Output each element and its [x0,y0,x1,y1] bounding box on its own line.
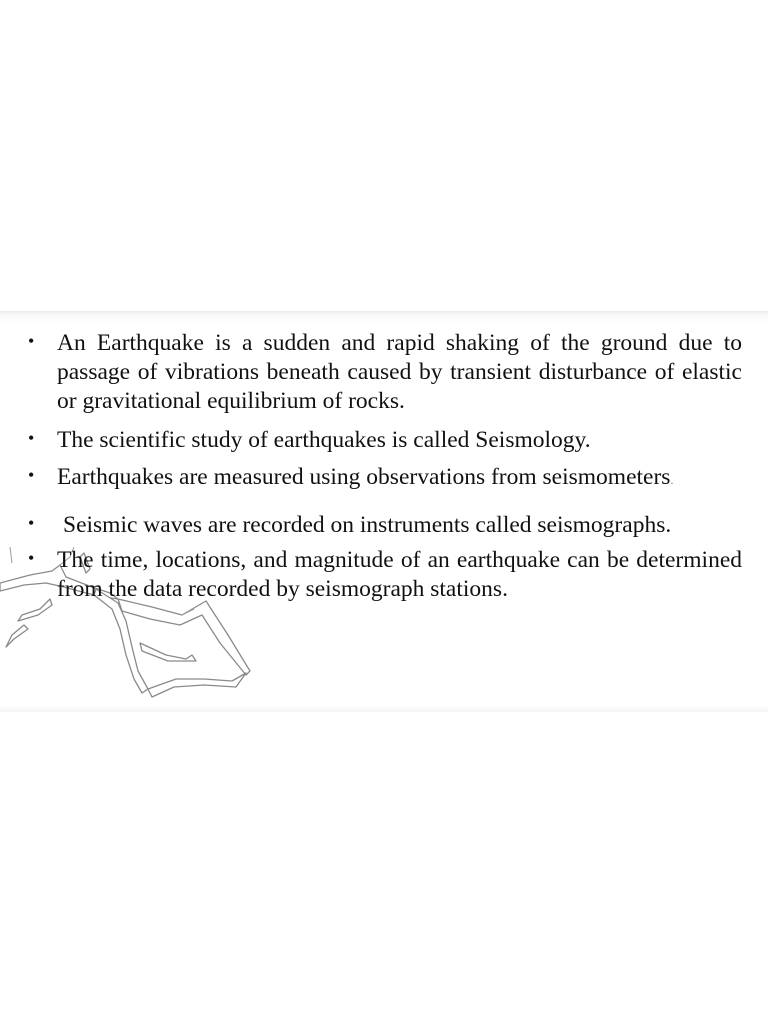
bullet-item [0,329,768,416]
bullet-tail-period: . [670,473,674,487]
bullet-text: Earthquakes are measured using observations from seismometers [57,464,671,490]
bullet-text: An Earthquake is a sudden and rapid shaking of the ground due to passage of vibrations beneath caused by transient disturbance of elastic or gravitational equilibrium of rocks. [57,330,742,414]
bullet-item [0,426,768,455]
bullet-item [0,511,768,540]
bullet-text: The time, locations, and magnitude of an earthquake can be determined from the data recorded by seismograph stations. [57,547,742,602]
bullet-list [0,329,768,604]
slide [0,311,768,712]
bullet-item [0,463,768,495]
bullet-text: The scientific study of earthquakes is called Seismology. [57,427,591,453]
bullet-item [0,546,768,604]
bullet-text: Seismic waves are recorded on instruments called seismographs. [63,512,672,538]
